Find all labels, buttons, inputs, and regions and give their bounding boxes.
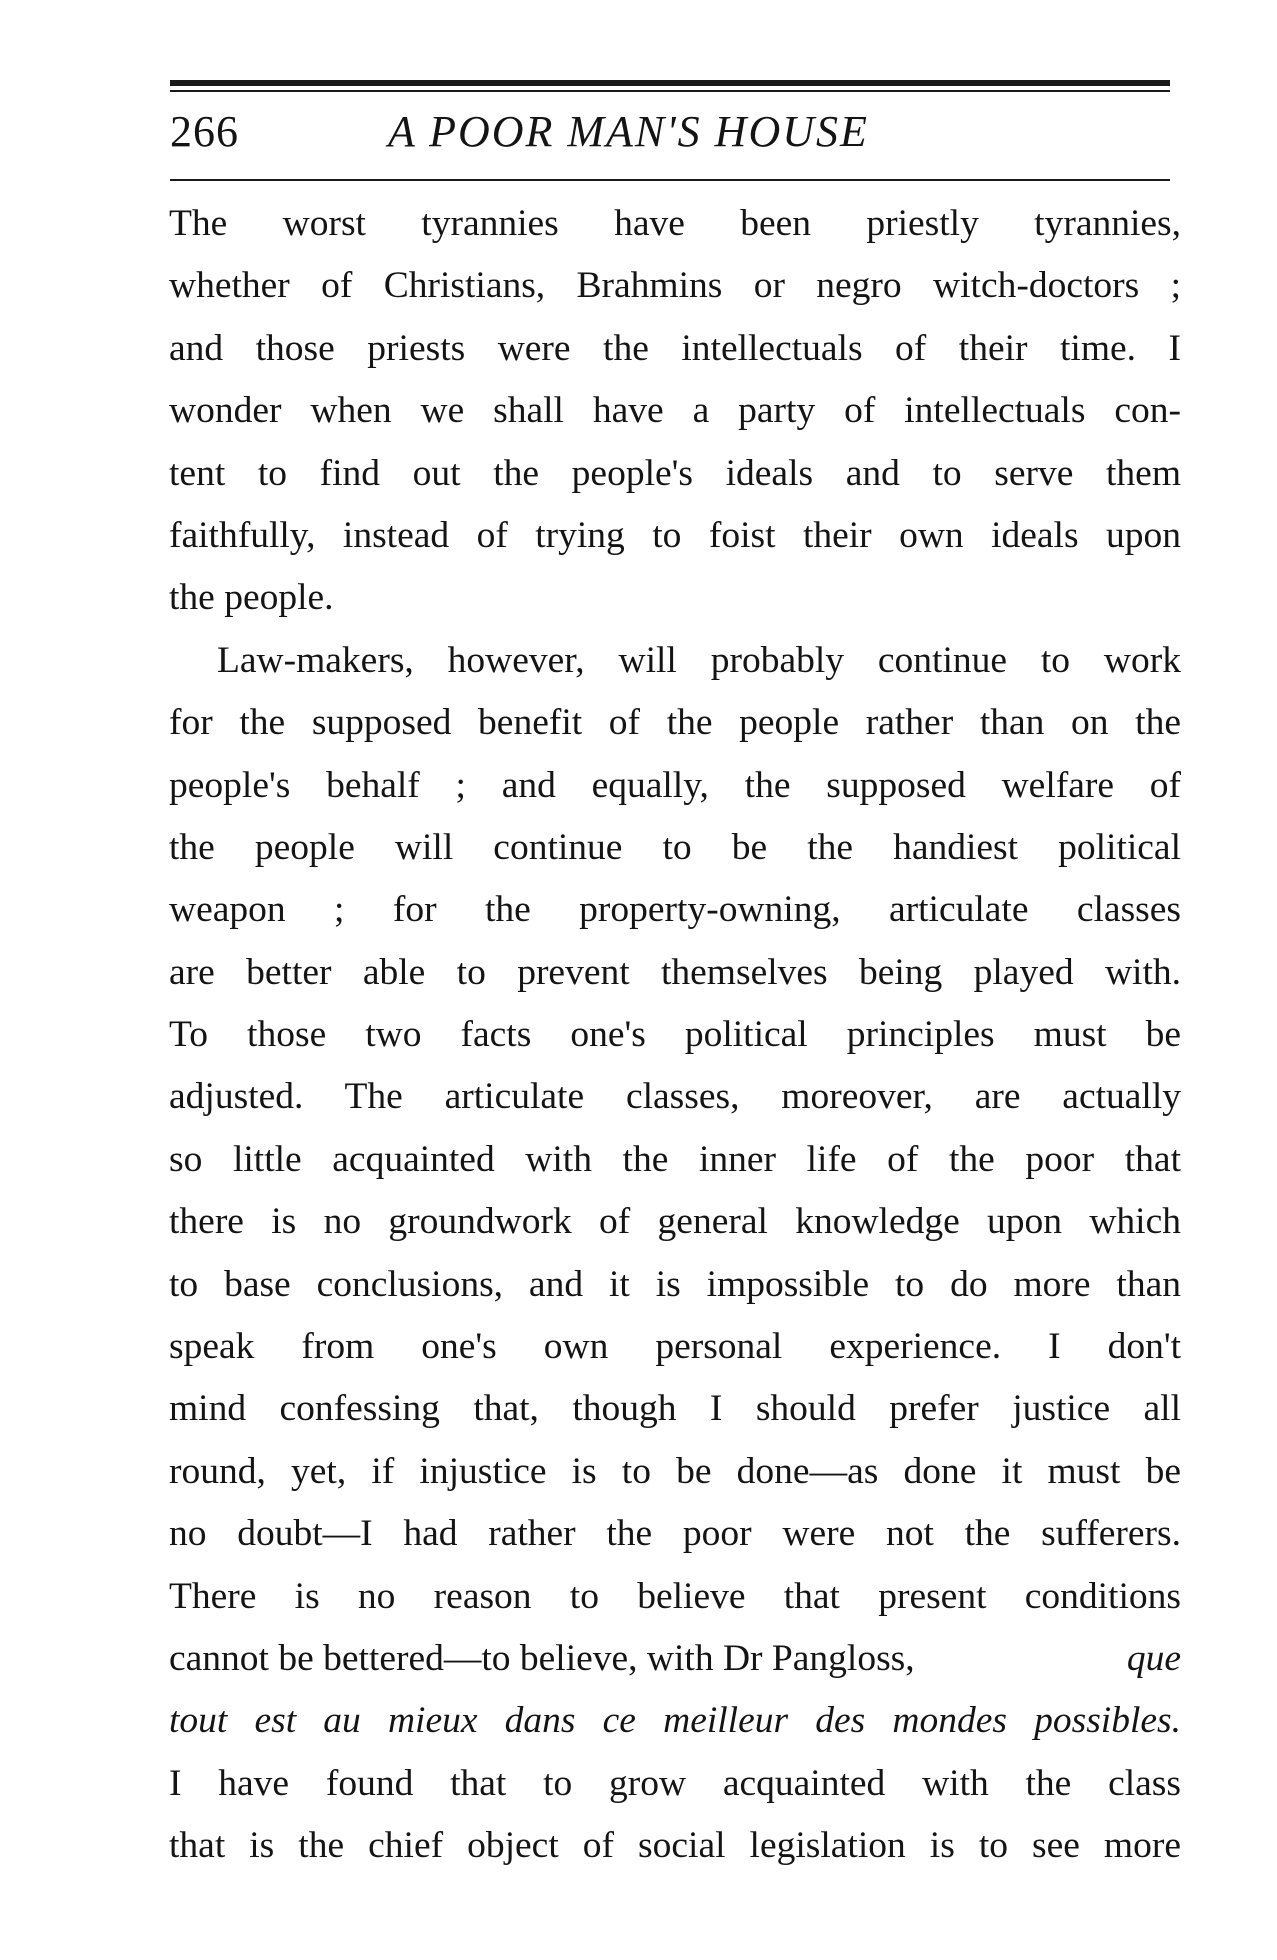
text-line-roman: cannot be bettered—to believe, with Dr Pangloss, [169, 1637, 915, 1679]
text-line: mind confessing that, though I should prefer justice all [169, 1388, 1181, 1430]
text-line: to base conclusions, and it is impossible to do more than [169, 1263, 1181, 1305]
header-rule-thin [170, 90, 1170, 92]
text-line: adjusted. The articulate classes, moreover, are actually [169, 1076, 1181, 1118]
text-line: weapon ; for the property-owning, articulate classes [169, 889, 1181, 931]
text-line-mixed [169, 1628, 1181, 1690]
page-text [169, 193, 1181, 1878]
text-line-italic-quote: tout est au mieux dans ce meilleur des mondes possibles. [169, 1700, 1181, 1742]
text-line: are better able to prevent themselves being played with. [169, 951, 1181, 993]
text-line-italic: que [1126, 1637, 1181, 1679]
text-line: the people will continue to be the handiest political [169, 826, 1181, 868]
text-line: faithfully, instead of trying to foist their own ideals upon [169, 514, 1181, 556]
running-head [170, 100, 1170, 172]
text-line: that is the chief object of social legislation is to see more [169, 1825, 1181, 1867]
text-line: Law-makers, however, will probably continue to work [217, 639, 1181, 681]
header-rule-bottom [170, 179, 1170, 181]
text-line: whether of Christians, Brahmins or negro witch-doctors ; [169, 265, 1181, 307]
text-line: The worst tyrannies have been priestly tyrannies, [169, 203, 1181, 244]
text-line: wonder when we shall have a party of intellectuals con- [169, 390, 1181, 432]
book-title: A POOR MAN'S HOUSE [388, 107, 869, 156]
text-line: I have found that to grow acquainted with the class [169, 1762, 1181, 1804]
header-rule-thick [170, 80, 1170, 86]
text-line: people's behalf ; and equally, the supposed welfare of [169, 764, 1181, 806]
text-line: the people. [169, 577, 334, 619]
text-line: speak from one's own personal experience. I don't [169, 1326, 1181, 1368]
text-line: There is no reason to believe that present conditions [169, 1575, 1181, 1617]
text-line: so little acquainted with the inner life of the poor that [169, 1138, 1181, 1180]
text-line: for the supposed benefit of the people rather than on the [169, 702, 1181, 744]
text-line: there is no groundwork of general knowledge upon which [169, 1201, 1181, 1243]
text-line: no doubt—I had rather the poor were not the sufferers. [169, 1513, 1181, 1555]
text-line: round, yet, if injustice is to be done—as done it must be [169, 1450, 1181, 1492]
text-line: tent to find out the people's ideals and to serve them [169, 452, 1181, 494]
page-number: 266 [170, 107, 239, 156]
text-line: and those priests were the intellectuals of their time. I [169, 327, 1181, 369]
text-line: To those two facts one's political principles must be [169, 1014, 1181, 1056]
